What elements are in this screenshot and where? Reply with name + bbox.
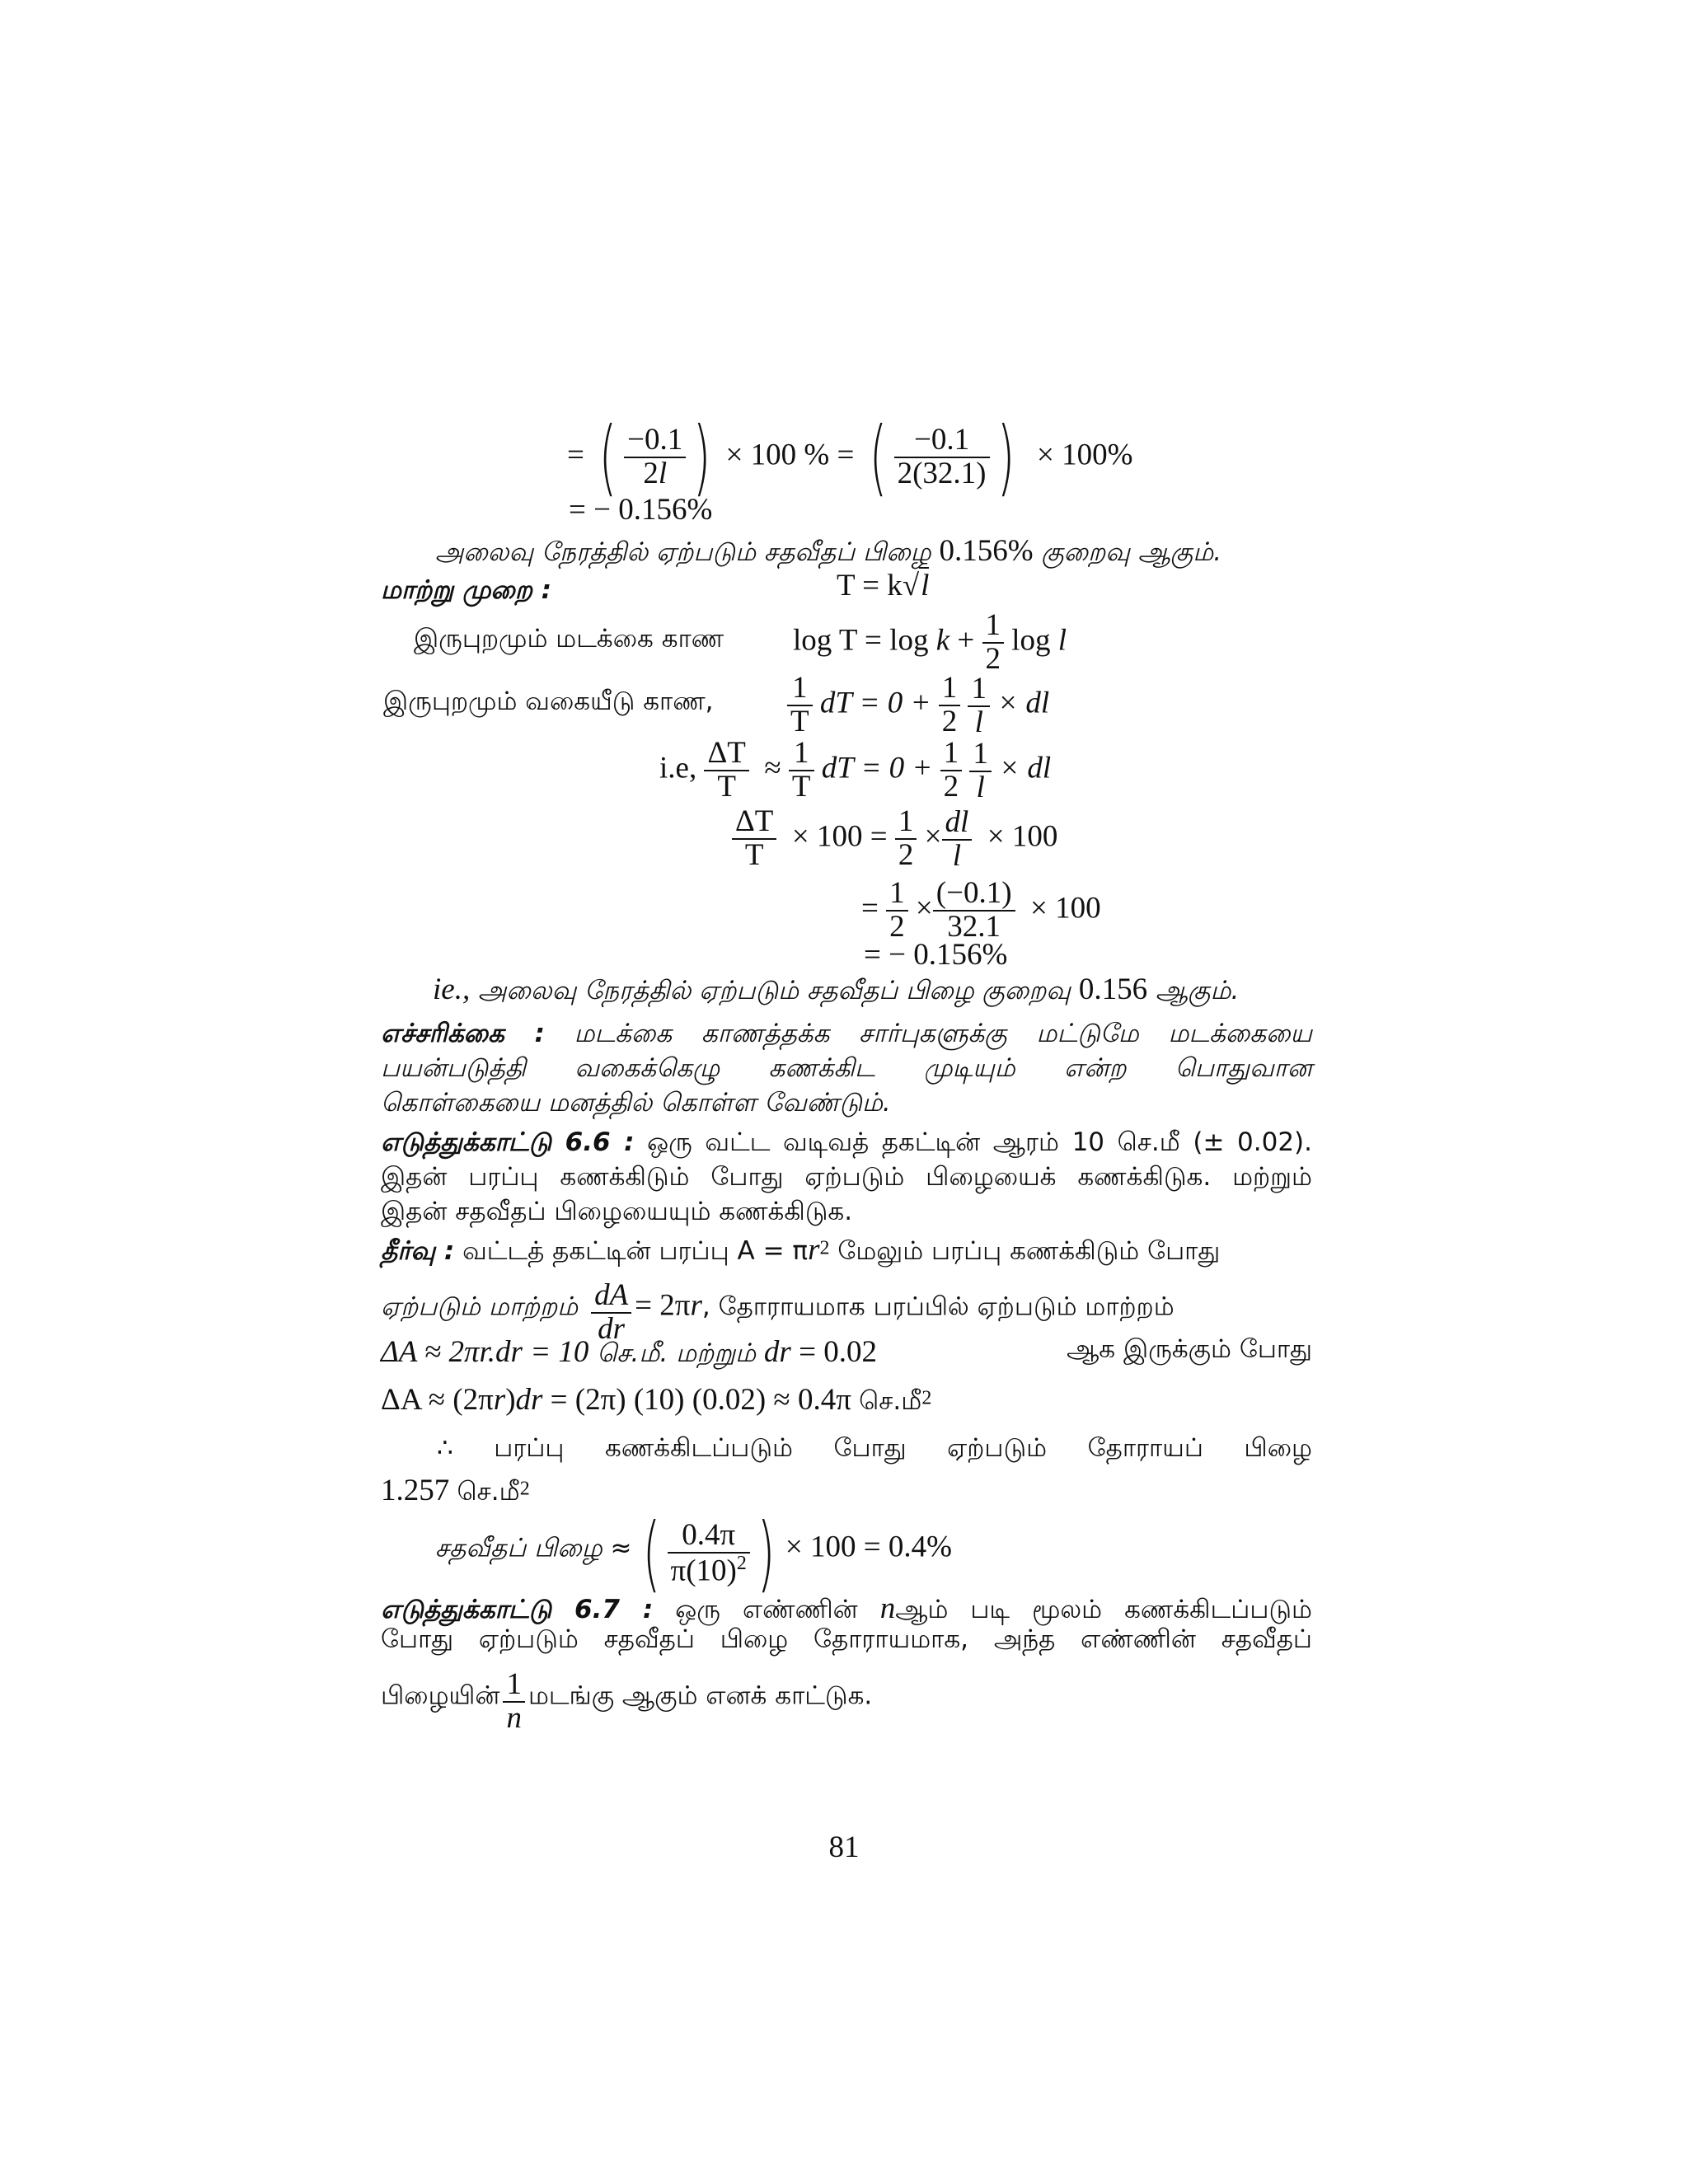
left-paren: ( [598, 409, 617, 505]
approx-sign: ≈ [764, 751, 781, 785]
denominator: 2 [889, 909, 905, 944]
equals-sign: = [861, 891, 879, 926]
half-fraction [939, 673, 961, 738]
unit: செ.மீ [859, 1386, 922, 1416]
numerator: 1 [969, 738, 992, 772]
unit: செ.மீ [457, 1477, 520, 1507]
denominator: 2 [898, 837, 914, 872]
right-paren: ) [693, 409, 711, 505]
warning-paragraph [381, 1016, 1312, 1120]
solution-line-6 [381, 1475, 530, 1506]
denominator: T [744, 837, 764, 872]
log-lhs: log T = log [793, 623, 936, 658]
one-over-l [969, 738, 992, 803]
times-100-equals: × 100 = [791, 819, 895, 854]
numerator: 1 [895, 806, 917, 840]
denominator: l [952, 838, 962, 873]
example-6-6-line-3: இதன் சதவீதப் பிழையையும் கணக்கிடுக. [381, 1197, 853, 1226]
alternate-method-equation [837, 570, 929, 601]
numerator: (−0.1) [933, 878, 1015, 912]
denominator-coef: 2 [643, 457, 659, 490]
denominator: T [790, 704, 809, 738]
var-l: l [1057, 623, 1067, 658]
dA-over-dr [591, 1280, 631, 1344]
percent-equation-3: = − 0.156% [864, 938, 1008, 972]
dl-over-l [942, 804, 973, 873]
denominator: n [506, 1700, 522, 1735]
numerator: 1 [939, 673, 961, 706]
denominator-text: π(10) [670, 1554, 737, 1588]
times-sign: × [915, 891, 933, 926]
fraction-2 [894, 424, 990, 490]
equation-line-2: = − 0.156% [569, 493, 713, 527]
numerator: ΔT [704, 738, 748, 771]
solution-line-4 [381, 1385, 931, 1415]
example-text: பிழையின் [381, 1680, 500, 1711]
error-value: 1.257 [381, 1474, 457, 1507]
denominator: 2 [941, 704, 958, 738]
var-r: r [493, 1383, 506, 1417]
times-100-percent-end: × 100% [1037, 438, 1133, 472]
warning-text: மடக்கை காணத்தக்க சார்புகளுக்கு மட்டுமே மடக்கையை [544, 1019, 1312, 1048]
plus: + [950, 623, 982, 658]
delta-T-over-T [704, 738, 748, 804]
example-6-7 [381, 1592, 1312, 1652]
sqrt-sign: √ [902, 569, 920, 602]
ie-label: i.e, [659, 751, 697, 785]
denominator: 2(32.1) [897, 457, 987, 490]
half-fraction [895, 806, 917, 872]
delta-A-eq: ΔA ≈ 2πr.dr = 10 [381, 1335, 589, 1369]
numerator [591, 1280, 631, 1314]
example-6-6-line-2: இதன் பரப்பு கணக்கிடும் போது ஏற்படும் பிழையைக் கணக்கிடுக. மற்றும் [381, 1162, 1312, 1192]
warning-line-3: கொள்கையை மனத்தில் கொள்ள வேண்டும். [381, 1088, 891, 1118]
numerator: −0.1 [624, 424, 686, 458]
denominator: 32.1 [947, 909, 1001, 944]
denominator-var: l [658, 457, 668, 490]
warning-line-1 [381, 1016, 1312, 1051]
denominator: T [791, 769, 811, 804]
denominator: l [974, 705, 983, 739]
alternate-method-label: மாற்று முறை : [381, 575, 551, 605]
exponent: 2 [736, 1552, 747, 1574]
percent-equation [732, 806, 1057, 872]
times-100: × 100 [987, 819, 1058, 854]
numerator: 1 [789, 738, 814, 771]
half-fraction [982, 610, 1005, 676]
sentence-1 [435, 536, 1221, 570]
numerator [942, 804, 973, 841]
percent-error-equation [435, 1505, 952, 1601]
dT-term: dT = 0 + [819, 686, 939, 720]
example-6-7-line-3 [381, 1669, 872, 1733]
one-over-l [968, 673, 990, 738]
numerator: 1 [503, 1669, 525, 1703]
denominator [624, 458, 686, 490]
times-100-percent: × 100 % = [725, 438, 855, 472]
denominator [668, 1554, 750, 1587]
log-rhs: log [1004, 623, 1058, 658]
one-over-n [503, 1669, 525, 1733]
exponent: 2 [921, 1387, 932, 1409]
percent-error-label: சதவீதப் பிழை ≈ [435, 1533, 632, 1563]
sentence-2 [433, 974, 1239, 1009]
solution-line-3 [381, 1334, 1312, 1371]
delta-A-approx: ΔA ≈ (2π [381, 1383, 494, 1417]
solution-line-5: ∴ பரப்பு கணக்கிடப்படும் போது ஏற்படும் தோராயப் பிழை [437, 1433, 1312, 1463]
numerator: ΔT [732, 806, 776, 840]
half-fraction [940, 738, 963, 804]
example-text: ஒரு வட்ட வடிவத் தகட்டின் ஆரம் 10 செ.மீ (± 0.02). [634, 1127, 1313, 1157]
var-r: r [808, 1233, 820, 1267]
differentiate-label: இருபுறமும் வகையீடு காண, [383, 687, 714, 716]
solution-line-1 [381, 1235, 1312, 1269]
ie-equation [659, 738, 1051, 804]
numerator: −0.1 [894, 424, 990, 458]
exponent: 2 [819, 1237, 830, 1259]
sentence-text: அலைவு நேரத்தில் ஏற்படும் சதவீதப் பிழை குறைவு [470, 976, 1079, 1005]
denominator: 2 [985, 641, 1001, 676]
one-over-T [789, 738, 814, 804]
numerator-text: dA [594, 1278, 629, 1312]
warning-line-2: பயன்படுத்தி வகைக்கெழு கணக்கிட முடியும் என்ற பொதுவான [381, 1053, 1312, 1083]
left-paren: ( [869, 409, 887, 505]
close-paren: ) [505, 1383, 516, 1417]
dT-term: dT = 0 + [821, 751, 940, 785]
log-equation [793, 610, 1067, 676]
example-6-6 [381, 1125, 1312, 1229]
example-label: எடுத்துக்காட்டு 6.7 : [381, 1595, 654, 1624]
denominator: T [717, 769, 736, 804]
numerator: 1 [787, 673, 813, 706]
example-label: எடுத்துக்காட்டு 6.6 : [381, 1127, 635, 1157]
warning-label: எச்சரிக்கை : [381, 1019, 545, 1048]
numerator: 1 [940, 738, 963, 771]
var-r: r [690, 1288, 702, 1323]
solution-text-end: மேலும் பரப்பு கணக்கிடும் போது [829, 1236, 1221, 1266]
ie-prefix: ie., [433, 972, 471, 1006]
exponent: 2 [519, 1478, 530, 1500]
times-dl: × dl [999, 751, 1052, 785]
denominator: l [976, 770, 985, 804]
var-k: k [935, 623, 950, 658]
log-label: இருபுறமும் மடக்கை காண [414, 624, 724, 654]
when-text: ஆக இருக்கும் போது [1067, 1334, 1312, 1364]
sentence-text-end: குறைவு ஆகும். [1033, 537, 1222, 567]
example-text-end: மடங்கு ஆகும் எனக் காட்டுக. [528, 1680, 873, 1711]
times-sign: × [924, 819, 942, 854]
numerator: 0.4π [668, 1520, 750, 1554]
equation-line-1 [567, 409, 1133, 505]
times-dl: × dl [997, 686, 1050, 720]
percent-equation-2 [861, 878, 1101, 944]
percent-result: × 100 = 0.4% [785, 1530, 952, 1564]
sentence-text-end: ஆகும். [1147, 976, 1240, 1005]
sentence-value: 0.156% [939, 534, 1034, 568]
numerator: 1 [886, 878, 908, 912]
numerator-text: dl [945, 804, 969, 839]
example-6-7-line-2: போது ஏற்படும் சதவீதப் பிழை தோராயமாக, அந்த எண்ணின் சதவீதப் [381, 1624, 1312, 1654]
denominator: 2 [943, 769, 959, 804]
delta-T-over-T [732, 806, 776, 872]
half-fraction [886, 878, 908, 944]
minus-point-one-over-32 [933, 878, 1015, 944]
sqrt-arg: l [921, 569, 930, 602]
solution-text: வட்டத் தகட்டின் பரப்பு A = π [454, 1236, 809, 1266]
percent-fraction [668, 1517, 750, 1588]
dr-value: = 0.02 [790, 1335, 877, 1369]
right-paren: ) [996, 409, 1015, 505]
example-text: ஒரு எண்ணின் [653, 1595, 880, 1624]
fraction-1 [624, 424, 686, 490]
denominator: dr [598, 1311, 626, 1346]
one-over-T [787, 673, 813, 738]
example-6-6-line-1 [381, 1125, 1312, 1160]
change-label: ஏற்படும் மாற்றம் [381, 1291, 579, 1322]
differentiate-equation [787, 673, 1049, 738]
right-paren: ) [757, 1505, 776, 1601]
var-n: n [879, 1591, 896, 1625]
var-dr: dr [515, 1383, 543, 1417]
left-paren: ( [642, 1505, 660, 1601]
sentence-value: 0.156 [1078, 972, 1148, 1006]
numerator: 1 [982, 610, 1005, 644]
times-100: × 100 [1030, 891, 1101, 926]
page-number: 81 [828, 1830, 860, 1864]
two-pi: = 2π [635, 1288, 691, 1323]
equals-sign: = [567, 438, 584, 472]
t-equals-k: T = k [837, 569, 903, 602]
unit-and: செ.மீ. மற்றும் [588, 1338, 764, 1368]
var-dr: dr [763, 1335, 791, 1369]
solution-label: தீர்வு : [381, 1236, 455, 1266]
sentence-text: அலைவு நேரத்தில் ஏற்படும் சதவீதப் பிழை [435, 537, 940, 567]
numerator: 1 [968, 673, 990, 707]
example-text-end: ஆம் படி மூலம் கணக்கிடப்படும் [895, 1595, 1312, 1624]
approx-change-text: , தோராயமாக பரப்பில் ஏற்படும் மாற்றம் [701, 1291, 1175, 1322]
product: = (2π) (10) (0.02) ≈ 0.4π [542, 1383, 860, 1417]
example-6-7-line-1 [381, 1592, 1312, 1627]
